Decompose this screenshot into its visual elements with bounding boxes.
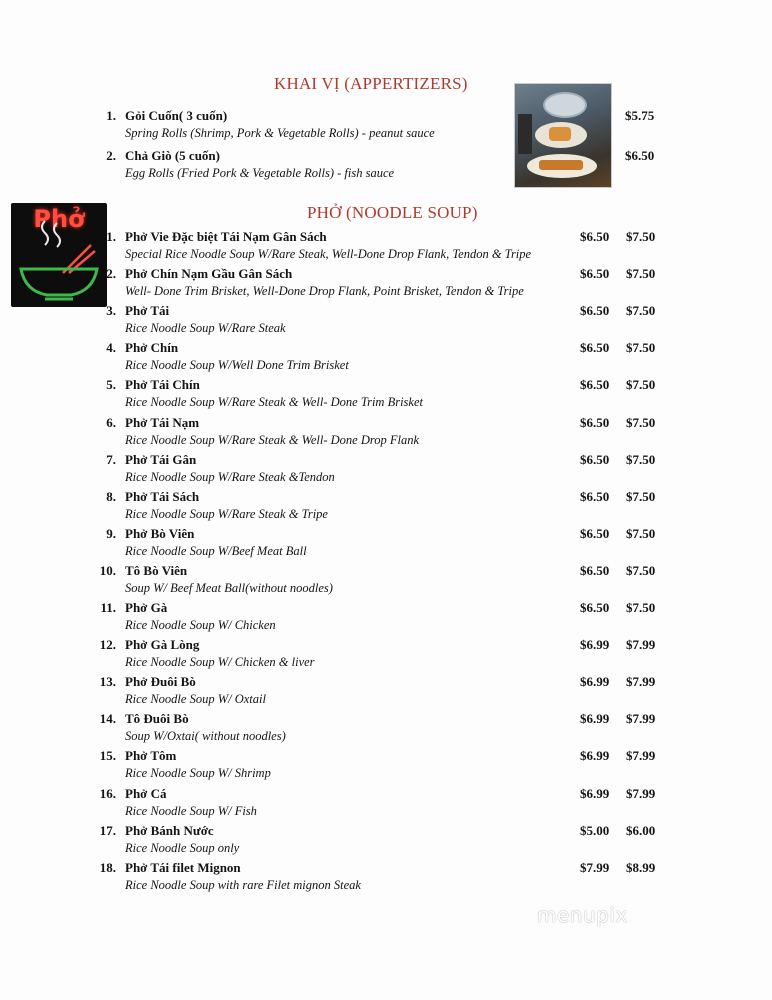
item-price: $5.75 <box>625 108 655 123</box>
item-number: 12. <box>99 637 116 653</box>
item-price-large: $7.50 <box>626 600 656 615</box>
item-name: Tô Bò Viên <box>125 562 188 578</box>
item-description: Rice Noodle Soup W/ Oxtail <box>125 692 266 707</box>
item-number: 17. <box>99 822 116 838</box>
pho-section-title: PHỞ (NOODLE SOUP) <box>307 203 478 222</box>
item-name: Phở Chín Nạm Gầu Gân Sách <box>125 266 293 282</box>
item-price-small: $6.50 <box>580 451 610 467</box>
item-price-large: $7.99 <box>626 711 656 727</box>
item-price-small: $6.50 <box>580 303 610 319</box>
item-price-large: $7.50 <box>626 266 656 282</box>
appetizers-section-title: KHAI VỊ (APPERTIZERS) <box>274 74 468 93</box>
item-number: 10. <box>99 562 116 578</box>
item-price-large: $6.00 <box>626 822 656 838</box>
item-name: Phở Vie Đặc biệt Tái Nạm Gân Sách <box>125 229 327 244</box>
item-name: Phở Gà <box>125 600 168 615</box>
item-price-large: $8.99 <box>626 859 656 875</box>
item-price-large: $7.50 <box>626 525 656 541</box>
item-price-small: $6.50 <box>580 340 610 356</box>
item-number: 1. <box>106 108 116 123</box>
item-price-large: $7.50 <box>626 488 656 504</box>
item-description: Special Rice Noodle Soup W/Rare Steak, Well-Done Drop Flank, Tendon & Tripe <box>125 247 532 261</box>
item-description: Rice Noodle Soup with rare Filet mignon Steak <box>125 877 361 892</box>
item-number: 4. <box>106 340 116 356</box>
item-name: Phở Tái Sách <box>125 488 200 504</box>
item-description: Rice Noodle Soup W/Rare Steak &Tendon <box>125 469 335 484</box>
item-price-large: $7.50 <box>626 562 656 578</box>
item-name: Phở Tái <box>125 303 170 319</box>
menu-item <box>0 600 772 637</box>
menu-item <box>0 563 772 600</box>
item-name: Phở Gà Lòng <box>125 637 200 653</box>
menu-item <box>0 452 772 489</box>
item-price-large: $7.50 <box>626 229 656 244</box>
menu-item <box>0 229 772 266</box>
item-description: Rice Noodle Soup W/Beef Meat Ball <box>125 543 307 558</box>
item-name: Phở Bò Viên <box>125 525 195 541</box>
item-description: Rice Noodle Soup W/ Fish <box>125 803 257 818</box>
item-description: Rice Noodle Soup W/Rare Steak <box>125 321 286 336</box>
item-price-large: $7.99 <box>626 748 656 764</box>
item-price-small: $6.99 <box>580 748 610 764</box>
menu-item <box>0 489 772 526</box>
item-price-large: $7.50 <box>626 340 656 356</box>
item-name: Phở Tái filet Mignon <box>125 859 241 875</box>
item-price-small: $5.00 <box>580 822 610 838</box>
item-number: 16. <box>99 785 116 801</box>
item-price-small: $6.50 <box>580 229 610 244</box>
item-name: Phở Chín <box>125 340 179 356</box>
item-number: 8. <box>106 488 116 504</box>
item-description: Spring Rolls (Shrimp, Pork & Vegetable Rolls) - peanut sauce <box>125 126 435 140</box>
item-description: Soup W/ Beef Meat Ball(without noodles) <box>125 580 333 595</box>
item-price-small: $6.99 <box>580 785 610 801</box>
item-price-large: $7.99 <box>626 637 656 653</box>
item-number: 2. <box>106 148 116 163</box>
menu-item <box>0 266 772 303</box>
item-number: 11. <box>100 600 116 615</box>
item-number: 14. <box>99 711 116 727</box>
item-number: 1. <box>106 229 116 244</box>
menu-item <box>0 148 772 185</box>
item-number: 5. <box>106 377 116 393</box>
item-name: Phở Tái Nạm <box>125 414 200 430</box>
pho-sign-word: Phở <box>33 205 85 233</box>
item-price-large: $7.50 <box>626 303 656 319</box>
menu-item <box>0 108 772 145</box>
menu-item <box>0 303 772 340</box>
item-price-large: $7.50 <box>626 451 656 467</box>
menu-item <box>0 674 772 711</box>
menu-item <box>0 415 772 452</box>
item-number: 18. <box>99 859 116 875</box>
item-description: Rice Noodle Soup W/Rare Steak & Tripe <box>125 506 328 521</box>
item-description: Rice Noodle Soup W/ Shrimp <box>125 766 271 781</box>
item-description: Rice Noodle Soup only <box>125 840 240 855</box>
menu-item <box>0 526 772 563</box>
item-price-large: $7.99 <box>626 674 656 690</box>
item-description: Rice Noodle Soup W/Rare Steak & Well- Done Drop Flank <box>125 432 420 447</box>
item-name: Gỏi Cuốn( 3 cuốn) <box>125 108 228 123</box>
item-price-small: $6.99 <box>580 711 610 727</box>
item-price-large: $7.99 <box>626 785 656 801</box>
item-name: Phở Tái Gân <box>125 451 197 467</box>
item-price-small: $6.50 <box>580 488 610 504</box>
item-price-small: $6.50 <box>580 414 610 430</box>
watermark: menupix <box>537 903 628 927</box>
menu-item <box>0 377 772 414</box>
item-name: Tô Đuôi Bò <box>125 711 189 727</box>
item-description: Rice Noodle Soup W/ Chicken <box>125 618 276 632</box>
item-price-small: $6.50 <box>580 525 610 541</box>
item-price-small: $6.50 <box>580 562 610 578</box>
item-number: 15. <box>99 748 116 764</box>
item-number: 2. <box>106 266 116 282</box>
item-name: Phở Tôm <box>125 748 177 764</box>
menu-item <box>0 637 772 674</box>
menu-item <box>0 340 772 377</box>
item-price-small: $6.99 <box>580 674 610 690</box>
menu-item <box>0 823 772 860</box>
item-description: Rice Noodle Soup W/Well Done Trim Brisket <box>125 358 349 373</box>
item-price-large: $7.50 <box>626 377 656 393</box>
menu-item <box>0 786 772 823</box>
item-name: Phở Cá <box>125 785 167 801</box>
item-name: Phở Bánh Nước <box>125 822 214 838</box>
item-name: Chả Giò (5 cuốn) <box>125 148 220 163</box>
item-price-small: $6.50 <box>580 377 610 393</box>
menu-item <box>0 860 772 897</box>
item-description: Rice Noodle Soup W/ Chicken & liver <box>125 655 315 670</box>
item-price-small: $6.50 <box>580 266 610 282</box>
item-number: 13. <box>99 674 116 690</box>
item-number: 6. <box>106 414 116 430</box>
item-number: 7. <box>106 451 116 467</box>
item-description: Egg Rolls (Fried Pork & Vegetable Rolls) - fish sauce <box>125 166 395 180</box>
item-price-small: $6.50 <box>580 600 610 615</box>
menu-item <box>0 711 772 748</box>
menu-item <box>0 748 772 785</box>
item-description: Soup W/Oxtai( without noodles) <box>125 729 286 744</box>
item-name: Phở Đuôi Bò <box>125 674 196 690</box>
item-name: Phở Tái Chín <box>125 377 200 393</box>
item-description: Rice Noodle Soup W/Rare Steak & Well- Done Trim Brisket <box>125 395 423 410</box>
item-price-small: $7.99 <box>580 859 610 875</box>
item-number: 3. <box>106 303 116 319</box>
item-price: $6.50 <box>625 148 655 163</box>
item-price-small: $6.99 <box>580 637 610 653</box>
item-number: 9. <box>106 525 116 541</box>
item-description: Well- Done Trim Brisket, Well-Done Drop Flank, Point Brisket, Tendon & Tripe <box>125 284 524 299</box>
item-price-large: $7.50 <box>626 414 656 430</box>
